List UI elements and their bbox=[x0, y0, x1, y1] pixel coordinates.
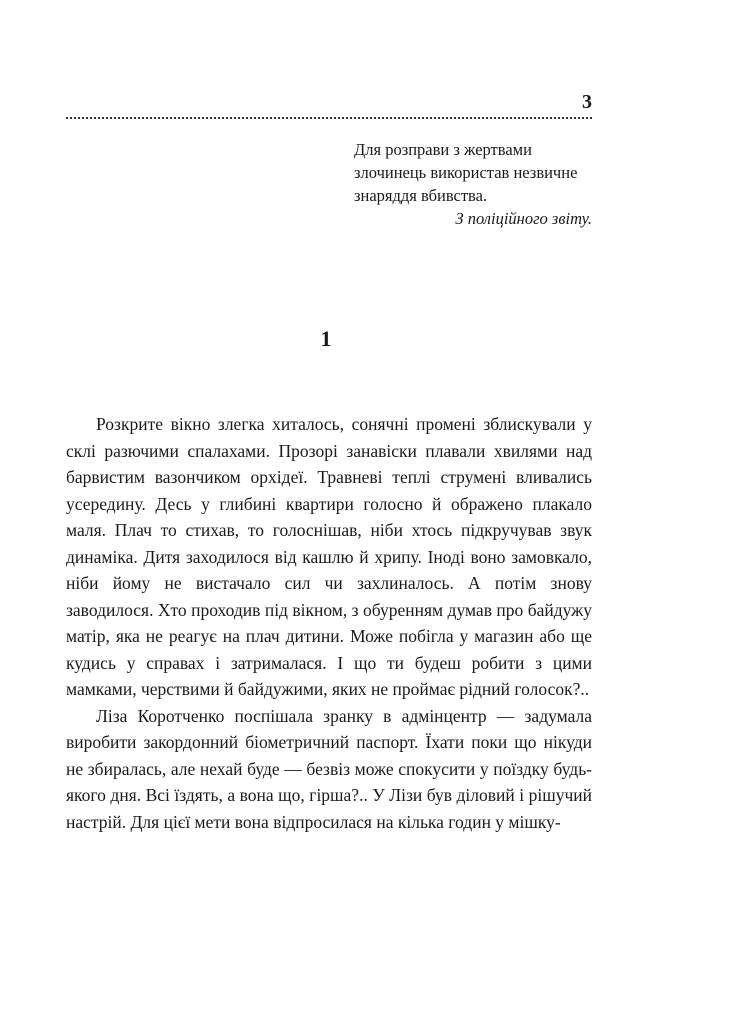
page-number: 3 bbox=[582, 91, 592, 113]
body-text bbox=[66, 411, 592, 835]
paragraph: Ліза Коротченко поспішала зранку в адмінцентр — задумала виробити закордонний біометричний паспорт. Їхати поки що нікуди не збиралась, але нехай буде — безвіз може спокусити у поїздку будь-якого дня. Всі їздять, а вона що, гірша?.. У Лізи був діловий і рішучий настрій. Для цієї мети вона відпросилася на кілька годин у мішку- bbox=[66, 705, 592, 832]
paragraph: Розкрите вікно злегка хиталось, сонячні промені зблискували у склі разючими спалахами. Прозорі занавіски плавали хвилями над барвистим вазончиком орхідеї. Травневі теплі струмені вливались усередину. Десь у глибині квартири голосно й ображено плакало маля. Плач то стихав, то голоснішав, ніби хтось підкручував звук динаміка. Дитя заходилося від кашлю й хрипу. Іноді воно замовкало, ніби йому не вистачало сил чи захлиналось. А потім знову заводилося. Хто проходив під вікном, з обуренням думав про байдужу матір, яка не реагує на плач дитини. Може побігла у магазин або ще кудись у справах і затрималася. І що ти будеш робити з цими мамками, черствими й байдужими, яких не проймає рідний голосок?.. bbox=[66, 414, 592, 699]
epigraph-source: З поліційного звіту. bbox=[455, 209, 592, 228]
epigraph-text: Для розправи з жертвами злочинець використав незвичне знаряддя вбивства. bbox=[354, 140, 578, 205]
header-divider bbox=[66, 117, 592, 119]
epigraph bbox=[354, 138, 592, 230]
chapter-number: 1 bbox=[320, 326, 332, 351]
